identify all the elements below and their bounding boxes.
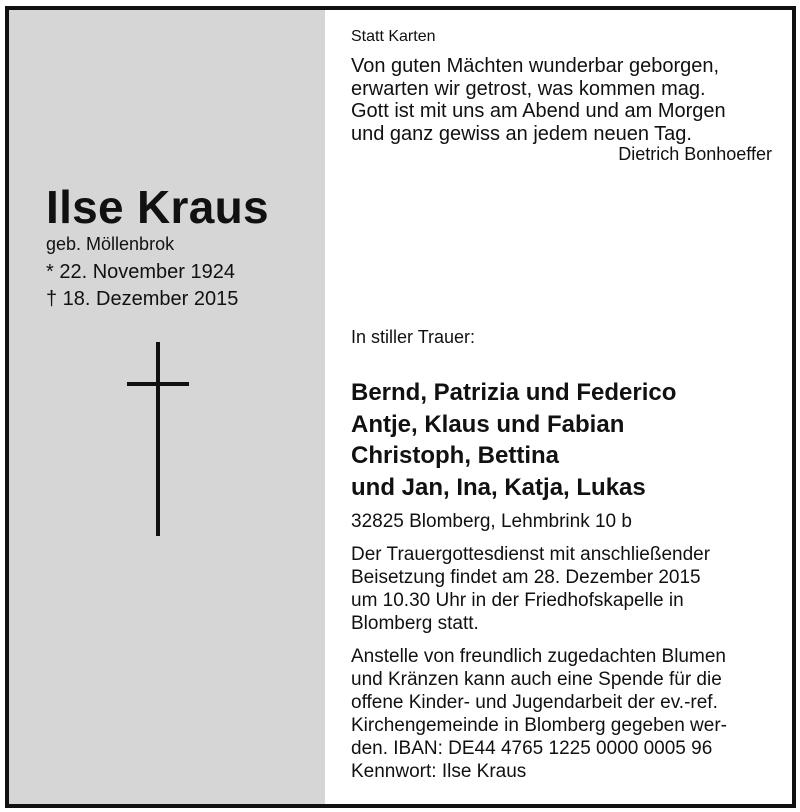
donation-line: und Kränzen kann auch eine Spende für die: [351, 669, 722, 690]
donation-info: [351, 645, 791, 783]
poem-line: erwarten wir getrost, was kommen mag.: [351, 77, 706, 100]
poem: [351, 55, 726, 145]
death-date: † 18. Dezember 2015: [46, 288, 239, 310]
deceased-name: Ilse Kraus: [46, 181, 269, 233]
donation-line: den. IBAN: DE44 4765 1225 0000 0005 96: [351, 738, 713, 759]
service-line: um 10.30 Uhr in der Friedhofskapelle in: [351, 590, 684, 611]
birth-date: * 22. November 1924: [46, 261, 236, 283]
service-line: Blomberg statt.: [351, 613, 479, 634]
poem-line: Von guten Mächten wunderbar geborgen,: [351, 55, 720, 77]
poem-line: Gott ist mit uns am Abend und am Morgen: [351, 100, 726, 122]
mourner-line: Bernd, Patrizia und Federico: [351, 379, 677, 406]
mourning-intro: In stiller Trauer:: [351, 327, 476, 347]
deceased-panel: [9, 10, 325, 804]
poem-author: Dietrich Bonhoeffer: [618, 144, 772, 164]
donation-line: Kennwort: Ilse Kraus: [351, 761, 527, 782]
service-line: Beisetzung findet am 28. Dezember 2015: [351, 567, 701, 588]
service-line: Der Trauergottesdienst mit anschließender: [351, 544, 711, 565]
donation-line: offene Kinder- und Jugendarbeit der ev.-ref.: [351, 692, 718, 713]
obituary-notice: [5, 6, 796, 808]
cross-vertical-bar: [156, 342, 160, 536]
birth-name: geb. Möllenbrok: [46, 234, 175, 254]
mourner-line: und Jan, Ina, Katja, Lukas: [351, 473, 646, 501]
mourner-names: [351, 377, 676, 503]
donation-line: Anstelle von freundlich zugedachten Blumen: [351, 646, 726, 667]
mourner-address: 32825 Blomberg, Lehmbrink 10 b: [351, 511, 632, 532]
cross-horizontal-bar: [127, 382, 189, 386]
poem-line: und ganz gewiss an jedem neuen Tag.: [351, 122, 692, 145]
notice-text-panel: [325, 10, 792, 804]
donation-line: Kirchengemeinde in Blomberg gegeben wer-: [351, 715, 728, 736]
mourner-line: Christoph, Bettina: [351, 442, 559, 469]
statt-karten-label: Statt Karten: [351, 28, 436, 45]
mourner-line: Antje, Klaus und Fabian: [351, 410, 625, 438]
cross-icon: [127, 342, 189, 536]
funeral-service-info: [351, 543, 791, 635]
